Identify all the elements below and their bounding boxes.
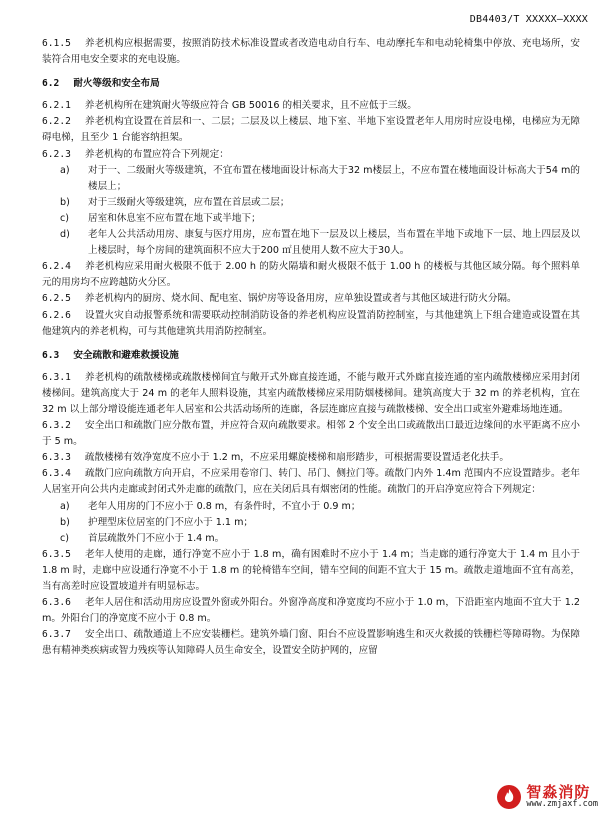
- clause-number: 6.3.6: [42, 597, 71, 609]
- clause-paragraph: [42, 147, 580, 163]
- list-item-text: 护理型床位居室的门不应小于 1.1 m；: [88, 516, 254, 528]
- list-item-label: d): [60, 229, 70, 241]
- clause-text: 疏散楼梯有效净宽度不应小于 1.2 m，不应采用螺旋楼梯和扇形踏步，可根据需要设置适老化扶手。: [84, 452, 509, 464]
- clause-text: 老年人居住和活动用房应设置外窗或外阳台。外窗净高度和净宽度均不应小于 1.0 m，下沿距室内地面不宜大于 1.2 m。外阳台门的净宽度不应小于 0.8 m。: [42, 597, 580, 625]
- clause-text: 养老机构内的厨房、烧水间、配电室、锅炉房等设备用房，应单独设置或者与其他区域进行防火分隔。: [84, 293, 517, 305]
- clause-text: 养老机构的布置应符合下列规定：: [84, 148, 229, 160]
- section-heading: [42, 76, 580, 92]
- clause-paragraph: [42, 466, 580, 498]
- document-body: [42, 36, 580, 659]
- clause-paragraph: [42, 627, 580, 659]
- clause-paragraph: [42, 450, 580, 466]
- clause-number: 6.2.3: [42, 148, 71, 160]
- section-heading-text: 耐火等级和安全布局: [73, 78, 160, 90]
- clause-number: 6.3.2: [42, 420, 71, 432]
- clause-number: 6.3.1: [42, 371, 71, 383]
- clause-paragraph: [42, 114, 580, 146]
- clause-number: 6.3: [42, 349, 60, 361]
- list-item-text: 居室和休息室不应布置在地下或半地下；: [88, 212, 261, 224]
- list-item-label: b): [60, 196, 70, 208]
- list-item-label: c): [60, 532, 70, 544]
- list-item: [42, 499, 580, 515]
- list-item-text: 老年人用房的门不应小于 0.8 m，有条件时，不宜小于 0.9 m；: [88, 500, 361, 512]
- clause-text: 安全出口和疏散门应分散布置，并应符合双向疏散要求。相邻 2 个安全出口或疏散出口最近边缘间的水平距离不应小于 5 m。: [42, 420, 580, 448]
- clause-paragraph: [42, 259, 580, 291]
- clause-paragraph: [42, 370, 580, 418]
- list-item-text: 老年人公共活动用房、康复与医疗用房，应布置在地下一层及以上楼层，当布置在半地下或地下一层、地上四层及以上楼层时，每个房间的建筑面积不应大于200 ㎡且使用人数不应大于30人。: [88, 229, 580, 257]
- clause-paragraph: [42, 36, 580, 68]
- clause-number: 6.2.5: [42, 293, 71, 305]
- watermark: [496, 784, 598, 810]
- list-item: [42, 211, 580, 227]
- clause-number: 6.2.2: [42, 116, 71, 128]
- section-heading: [42, 348, 580, 364]
- list-item: [42, 531, 580, 547]
- list-item: [42, 195, 580, 211]
- clause-paragraph: [42, 418, 580, 450]
- clause-text: 养老机构应采用耐火极限不低于 2.00 h 的防火隔墙和耐火极限不低于 1.00 h 的楼板与其他区域分隔。每个照料单元的用房均不应跨越防火分区。: [42, 261, 580, 289]
- list-item-label: c): [60, 212, 70, 224]
- list-item: [42, 163, 580, 195]
- clause-paragraph: [42, 595, 580, 627]
- clause-number: 6.2.4: [42, 261, 71, 273]
- clause-text: 养老机构所在建筑耐火等级应符合 GB 50016 的相关要求，且不应低于三级。: [84, 100, 417, 112]
- clause-number: 6.1.5: [42, 38, 71, 49]
- list-item-text: 首层疏散外门不应小于 1.4 m。: [88, 532, 225, 544]
- list-item-label: a): [60, 500, 70, 512]
- watermark-name: 智淼消防: [526, 783, 591, 802]
- list-item-text: 对于一、二级耐火等级建筑，不宜布置在楼地面设计标高大于32 m楼层上，不应布置在楼地面设计标高大于54 m的楼层上；: [88, 164, 580, 192]
- clause-text: 安全出口、疏散通道上不应安装栅栏。建筑外墙门窗、阳台不应设置影响逃生和灭火救援的铁栅栏等障碍物。为保障患有精神类疾病或智力残疾等认知障碍人员生命安全，设置安全防护网的，应留: [42, 629, 580, 657]
- clause-number: 6.3.3: [42, 452, 71, 464]
- clause-paragraph: [42, 547, 580, 595]
- section-heading-text: 安全疏散和避难救援设施: [73, 349, 179, 361]
- clause-text: 疏散门应向疏散方向开启，不应采用卷帘门、转门、吊门、侧拉门等。疏散门内外 1.4m 范围内不应设置踏步。老年人居室开向公共内走廊或封闭式外走廊的疏散门，应在关闭后具有烟密闭的性能。疏散门的开启净宽应符合下列规定：: [42, 468, 580, 496]
- clause-number: 6.3.4: [42, 468, 71, 480]
- clause-number: 6.3.5: [42, 548, 71, 560]
- clause-paragraph: [42, 291, 580, 307]
- document-code-header: DB4403/T XXXXX—XXXX: [469, 14, 588, 25]
- clause-text: 养老机构应根据需要，按照消防技术标准设置或者改造电动自行车、电动摩托车和电动轮椅集中停放、充电场所，安装符合用电安全要求的充电设施。: [42, 38, 580, 66]
- list-item-label: a): [60, 164, 70, 176]
- list-item: [42, 227, 580, 259]
- clause-number: 6.3.7: [42, 629, 71, 641]
- clause-paragraph: [42, 98, 580, 114]
- clause-paragraph: [42, 308, 580, 340]
- clause-text: 设置火灾自动报警系统和需要联动控制消防设备的养老机构应设置消防控制室，与其他建筑上下组合建造或设置在其他建筑内的养老机构，可与其他建筑共用消防控制室。: [42, 309, 580, 337]
- list-item-text: 对于三级耐火等级建筑，应布置在首层或二层；: [88, 196, 290, 208]
- clause-text: 养老机构宜设置在首层和一、二层；二层及以上楼层、地下室、半地下室设置老年人用房时应设电梯，电梯应为无障碍电梯，且至少 1 台能容纳担架。: [42, 116, 580, 144]
- clause-number: 6.2.1: [42, 100, 71, 112]
- clause-text: 老年人使用的走廊，通行净宽不应小于 1.8 m，确有困难时不应小于 1.4 m；当走廊的通行净宽大于 1.4 m 且小于 1.8 m 时，走廊中应设通行净宽不小于 1.8 m 的轮椅错车空间，错车空间的间距不宜大于 15 m。疏散走道地面不宜有高差，当有高差时应设置坡道并有明显标志。: [42, 548, 580, 592]
- watermark-url: www.zmjaxf.com: [526, 799, 598, 810]
- clause-text: 养老机构的疏散楼梯或疏散楼梯间宜与敞开式外廊直接连通，不能与敞开式外廊直接连通的室内疏散楼梯应采用封闭楼梯间。建筑高度大于 24 m 的老年人照料设施，其室内疏散楼梯应采用防烟楼梯间。建筑高度大于 32 m 的养老机构，宜在 32 m 以上部分增设能连通老年人居室和公共活动场所的连廊，各层连廊应直接与疏散楼梯、安全出口或室外避难场地连通。: [42, 371, 580, 415]
- list-item-label: b): [60, 516, 70, 528]
- clause-number: 6.2.6: [42, 309, 71, 321]
- flame-shield-icon: [496, 784, 522, 810]
- clause-number: 6.2: [42, 78, 60, 90]
- list-item: [42, 515, 580, 531]
